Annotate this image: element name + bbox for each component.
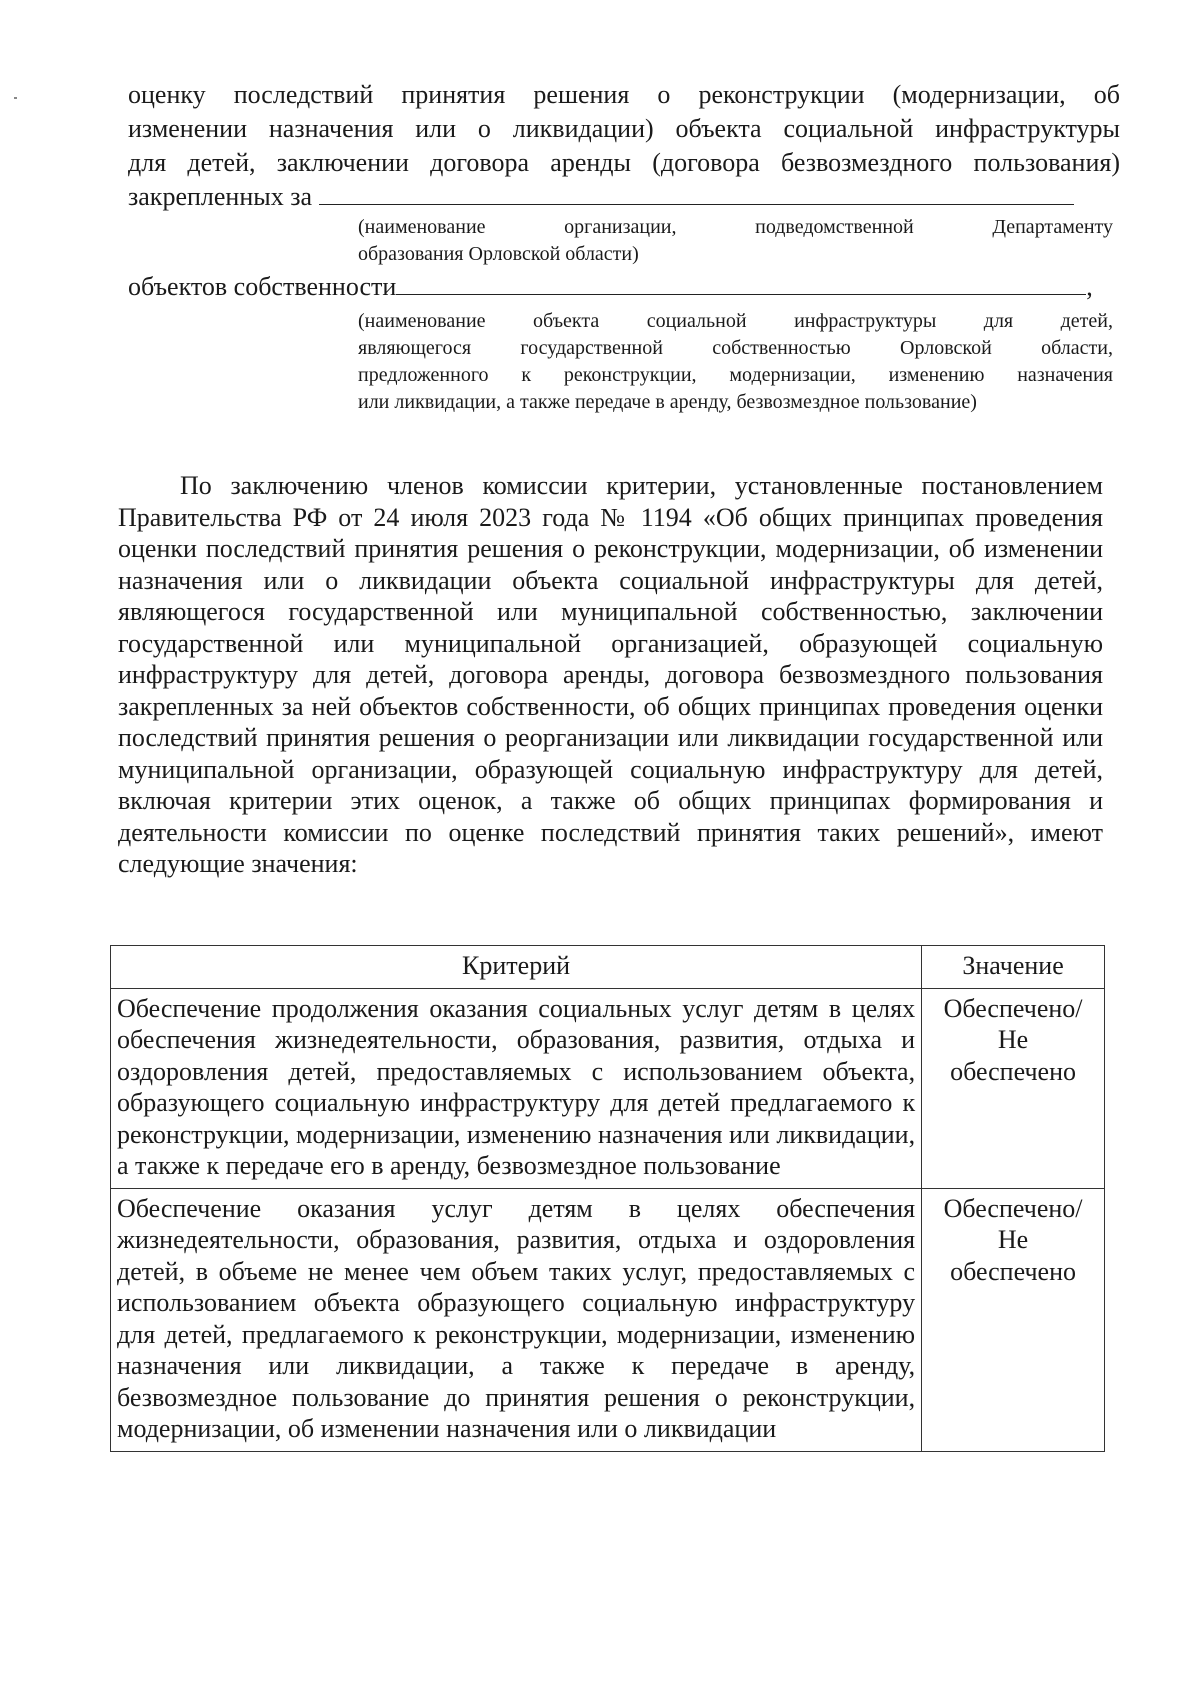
intro-line-2: изменении назначения или о ликвидации) объекта социальной инфраструктуры: [128, 114, 1120, 143]
value-line: обеспечено: [950, 1056, 1077, 1086]
object-caption-line-3: предложенного к реконструкции, модернизации, изменению назначения: [358, 364, 1113, 386]
object-caption: [358, 308, 1113, 416]
objects-label: объектов собственности: [128, 272, 397, 301]
header-value: Значение: [922, 946, 1105, 989]
criteria-table: [110, 945, 1105, 1452]
intro-text: [128, 78, 1120, 214]
table-header-row: [111, 946, 1105, 989]
organization-blank[interactable]: [319, 204, 1074, 205]
header-criterion: Критерий: [111, 946, 922, 989]
scan-mark: [14, 97, 17, 99]
value-line: обеспечено: [950, 1256, 1077, 1286]
value-line: Обеспечено/: [943, 1193, 1083, 1223]
value-cell: [922, 1188, 1105, 1451]
object-caption-line-4: или ликвидации, а также передаче в аренду, безвозмездное пользование): [358, 391, 977, 413]
objects-line-end: ,: [1086, 272, 1093, 301]
intro-line-1: оценку последствий принятия решения о реконструкции (модернизации, об: [128, 80, 1120, 109]
organization-caption-line-2: образования Орловской области): [358, 243, 639, 265]
criterion-cell: Обеспечение продолжения оказания социальных услуг детям в целях обеспечения жизнедеятельности, образования, развития, отдыха и оздоровления детей, предоставляемых с использованием объекта, образующего социальную инфраструктуру для детей предлагаемого к реконструкции, модернизации, изменению назначения или ликвидации, а также к передаче его в аренду, безвозмездное пользование: [111, 988, 922, 1188]
commission-conclusion-text: По заключению членов комиссии критерии, установленные постановлением Правительства РФ от 24 июля 2023 года № 1194 «Об общих принципах проведения оценки последствий принятия решения о реконструкции, модернизации, об изменении назначения или о ликвидации объекта социальной инфраструктуры для детей, являющегося государственной или муниципальной собственностью, заключении государственной или муниципальной организацией, образующей социальную инфраструктуру для детей, договора аренды, договора безвозмездного пользования закрепленных за ней объектов собственности, об общих принципах проведения оценки последствий принятия решения о реорганизации или ликвидации государственной или муниципальной организации, образующей социальную инфраструктуру для детей, включая критерии этих оценок, а также об общих принципах формирования и деятельности комиссии по оценке последствий принятия таких решений», имеют следующие значения:: [118, 471, 1103, 878]
value-line: Обеспечено/: [943, 993, 1083, 1023]
intro-line-4: [128, 180, 1120, 214]
objects-line: [128, 270, 1113, 304]
organization-caption-line-1: (наименование организации, подведомственной Департаменту: [358, 216, 1113, 238]
organization-caption: [358, 214, 1113, 268]
intro-line-3: для детей, заключении договора аренды (договора безвозмездного пользования): [128, 148, 1120, 177]
criterion-cell: Обеспечение оказания услуг детям в целях обеспечения жизнедеятельности, образования, развития, отдыха и оздоровления детей, в объеме не менее чем объем таких услуг, предоставляемых с использованием объекта образующего социальную инфраструктуру для детей, предлагаемого к реконструкции, модернизации, изменению назначения или ликвидации, а также к передаче в аренду, безвозмездное пользование до принятия решения о реконструкции, модернизации, об изменении назначения или о ликвидации: [111, 1188, 922, 1451]
main-paragraph: [118, 470, 1103, 880]
object-blank[interactable]: [396, 294, 1086, 295]
object-caption-line-2: являющегося государственной собственностью Орловской области,: [358, 337, 1113, 359]
value-line: Не: [997, 1225, 1029, 1254]
value-cell: [922, 988, 1105, 1188]
table-row: [111, 988, 1105, 1188]
assigned-to-label: закрепленных за: [128, 182, 313, 211]
table-row: [111, 1188, 1105, 1451]
value-line: Не: [997, 1025, 1029, 1054]
object-caption-line-1: (наименование объекта социальной инфраструктуры для детей,: [358, 310, 1113, 332]
